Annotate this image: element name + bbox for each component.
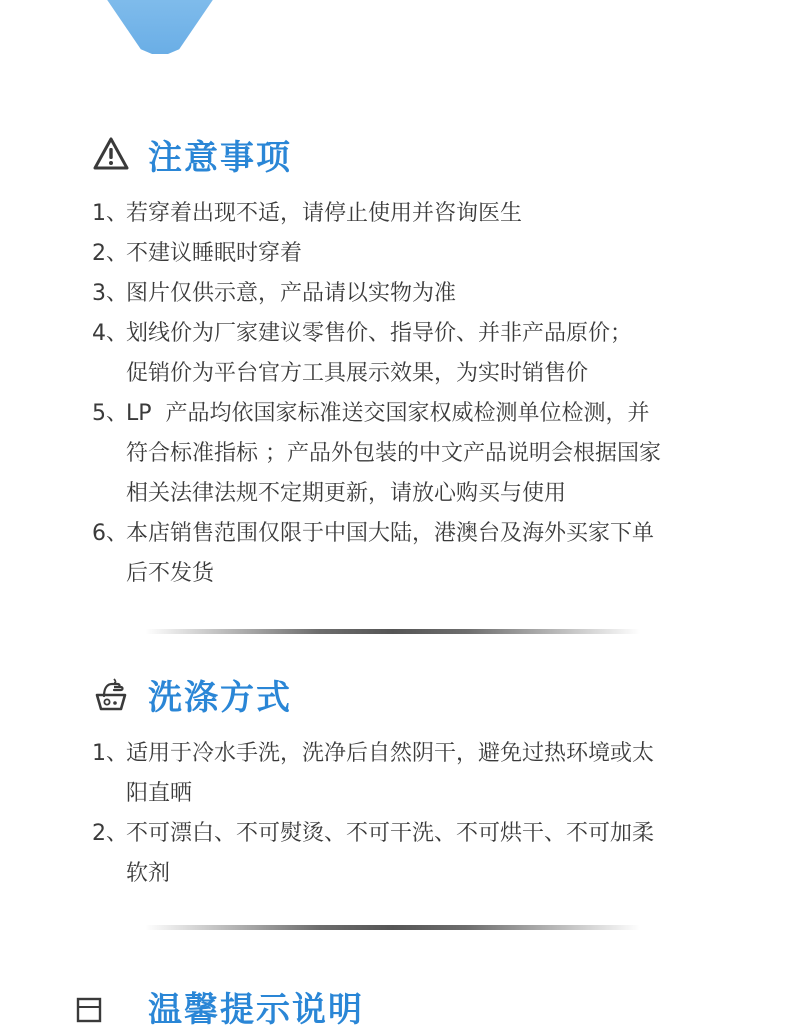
item-text: 阳直晒 <box>126 781 193 806</box>
precautions-title: 注意事项 <box>148 137 292 178</box>
list-item <box>92 274 722 314</box>
top-decorative-shape <box>80 0 240 54</box>
size-chart-icon <box>74 987 112 1025</box>
section-divider <box>145 629 640 634</box>
list-item <box>92 194 722 234</box>
item-text: 若穿着出现不适，请停止使用并咨询医生 <box>126 201 523 226</box>
item-text: 后不发货 <box>126 561 215 586</box>
item-text: 适用于冷水手洗，洗净后自然阴干，避免过热环境或太 <box>126 741 655 766</box>
item-text: 相关法律法规不定期更新，请放心购买与使用 <box>126 481 567 506</box>
item-text: LP 产品均依国家标准送交国家权威检测单位检测，并 <box>126 401 650 426</box>
list-item <box>92 734 722 814</box>
item-text: 不建议睡眠时穿着 <box>126 241 303 266</box>
item-number: 5、 <box>92 401 128 426</box>
item-number: 2、 <box>92 821 128 846</box>
item-text: 不可漂白、不可熨烫、不可干洗、不可烘干、不可加柔 <box>126 821 655 846</box>
washing-header <box>92 670 722 718</box>
item-number: 6、 <box>92 521 128 546</box>
section-divider <box>145 925 640 930</box>
item-number: 2、 <box>92 241 128 266</box>
item-text: 符合标准指标 ；产品外包装的中文产品说明会根据国家 <box>126 441 661 466</box>
warning-triangle-icon <box>92 135 130 173</box>
item-text: 划线价为厂家建议零售价、指导价、并非产品原价； <box>126 321 633 346</box>
washing-title: 洗涤方式 <box>148 677 292 718</box>
size-header <box>92 982 722 1030</box>
item-text: 软剂 <box>126 861 171 886</box>
item-text: 促销价为平台官方工具展示效果，为实时销售价 <box>126 361 589 386</box>
precautions-header <box>92 130 722 178</box>
precautions-list <box>92 194 722 594</box>
precautions-section <box>92 130 722 594</box>
item-text: 本店销售范围仅限于中国大陆，港澳台及海外买家下单 <box>126 521 655 546</box>
list-item <box>92 314 722 394</box>
item-number: 3、 <box>92 281 128 306</box>
list-item <box>92 814 722 894</box>
item-number: 1、 <box>92 741 128 766</box>
item-text: 图片仅供示意，产品请以实物为准 <box>126 281 457 306</box>
size-section <box>92 982 722 1030</box>
hand-wash-basin-icon <box>92 675 130 713</box>
list-item <box>92 394 722 514</box>
list-item <box>92 514 722 594</box>
list-item <box>92 234 722 274</box>
item-number: 1、 <box>92 201 128 226</box>
size-title: 温馨提示说明 <box>148 989 364 1030</box>
washing-section <box>92 670 722 894</box>
washing-list <box>92 734 722 894</box>
item-number: 4、 <box>92 321 128 346</box>
